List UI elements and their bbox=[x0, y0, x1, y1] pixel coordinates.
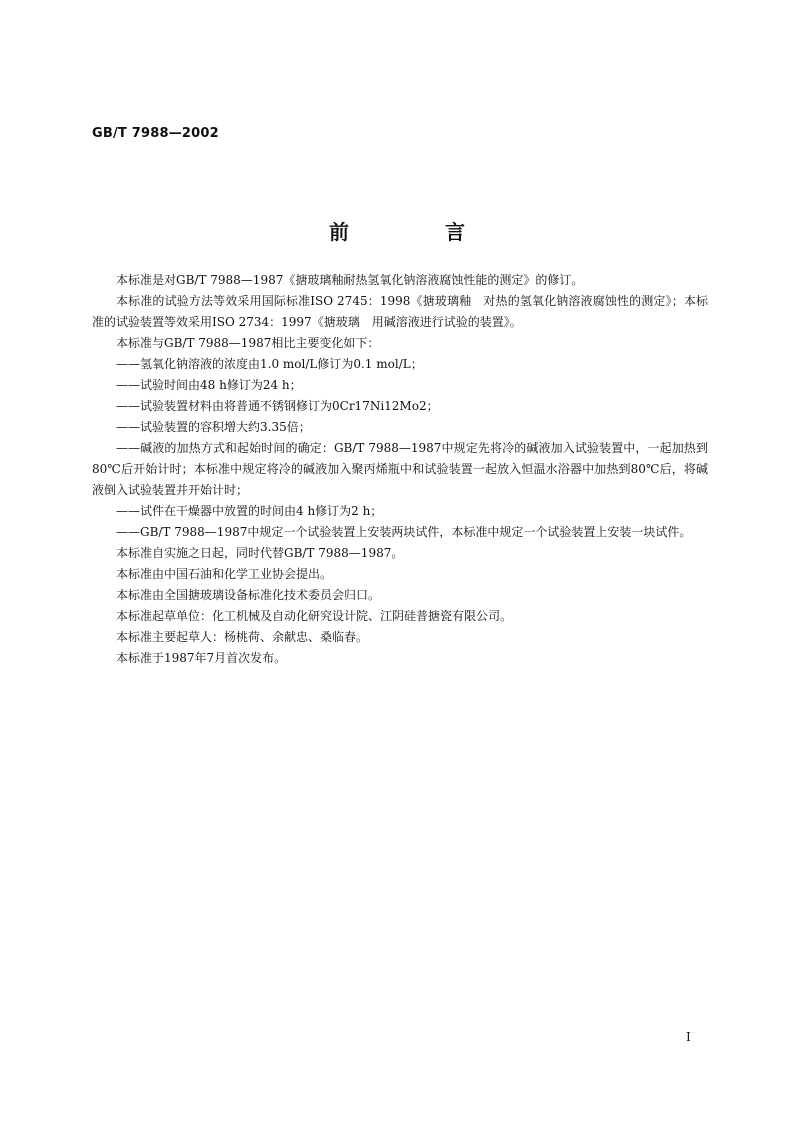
page-number: I bbox=[686, 1030, 691, 1044]
paragraph-committee: 本标准由全国搪玻璃设备标准化技术委员会归口。 bbox=[116, 588, 381, 602]
change-item-volume: ——试验装置的容积增大约3.35倍； bbox=[116, 420, 311, 434]
paragraph-replacement: 本标准自实施之日起，同时代替GB/T 7988—1987。 bbox=[116, 546, 404, 560]
change-item-heating-method: ——碱液的加热方式和起始时间的确定：GB/T 7988—1987中规定先将冷的碱液加入试验装置中，一起加热到80℃后开始计时；本标准中规定将冷的碱液加入聚丙烯瓶中和试验装置一起放入恒温水浴器中加热到80℃后，将碱液倒入试验装置并开始计时； bbox=[92, 441, 708, 497]
paragraph-first-release: 本标准于1987年7月首次发布。 bbox=[116, 651, 287, 665]
document-body bbox=[92, 270, 708, 669]
change-item-concentration: ——氢氧化钠溶液的浓度由1.0 mol/L修订为0.1 mol/L； bbox=[116, 357, 423, 371]
change-item-specimen-count: ——GB/T 7988—1987中规定一个试验装置上安装两块试件，本标准中规定一个试验装置上安装一块试件。 bbox=[116, 525, 692, 539]
page-title: 前 言 bbox=[329, 220, 503, 244]
change-item-test-time: ——试验时间由48 h修订为24 h； bbox=[116, 378, 302, 392]
paragraph-drafting-units: 本标准起草单位：化工机械及自动化研究设计院、江阴硅普搪瓷有限公司。 bbox=[116, 609, 513, 623]
paragraph-changes-intro: 本标准与GB/T 7988—1987相比主要变化如下： bbox=[116, 336, 380, 350]
change-item-material: ——试验装置材料由将普通不锈钢修订为0Cr17Ni12Mo2； bbox=[116, 399, 439, 413]
change-item-drying-time: ——试件在干燥器中放置的时间由4 h修订为2 h； bbox=[116, 504, 383, 518]
paragraph-equivalent-standards: 本标准的试验方法等效采用国际标准ISO 2745：1998《搪玻璃釉 对热的氢氧化钠溶液腐蚀性的测定》；本标准的试验装置等效采用ISO 2734：1997《搪玻璃 用碱溶液进行试验的装置》。 bbox=[92, 294, 708, 329]
paragraph-proposer: 本标准由中国石油和化学工业协会提出。 bbox=[116, 567, 333, 581]
standard-code-header: GB/T 7988—2002 bbox=[92, 126, 219, 141]
paragraph-drafters: 本标准主要起草人：杨桃荷、余献忠、桑临春。 bbox=[116, 630, 369, 644]
paragraph-revision-note: 本标准是对GB/T 7988—1987《搪玻璃釉耐热氢氧化钠溶液腐蚀性能的测定》的修订。 bbox=[116, 273, 584, 287]
